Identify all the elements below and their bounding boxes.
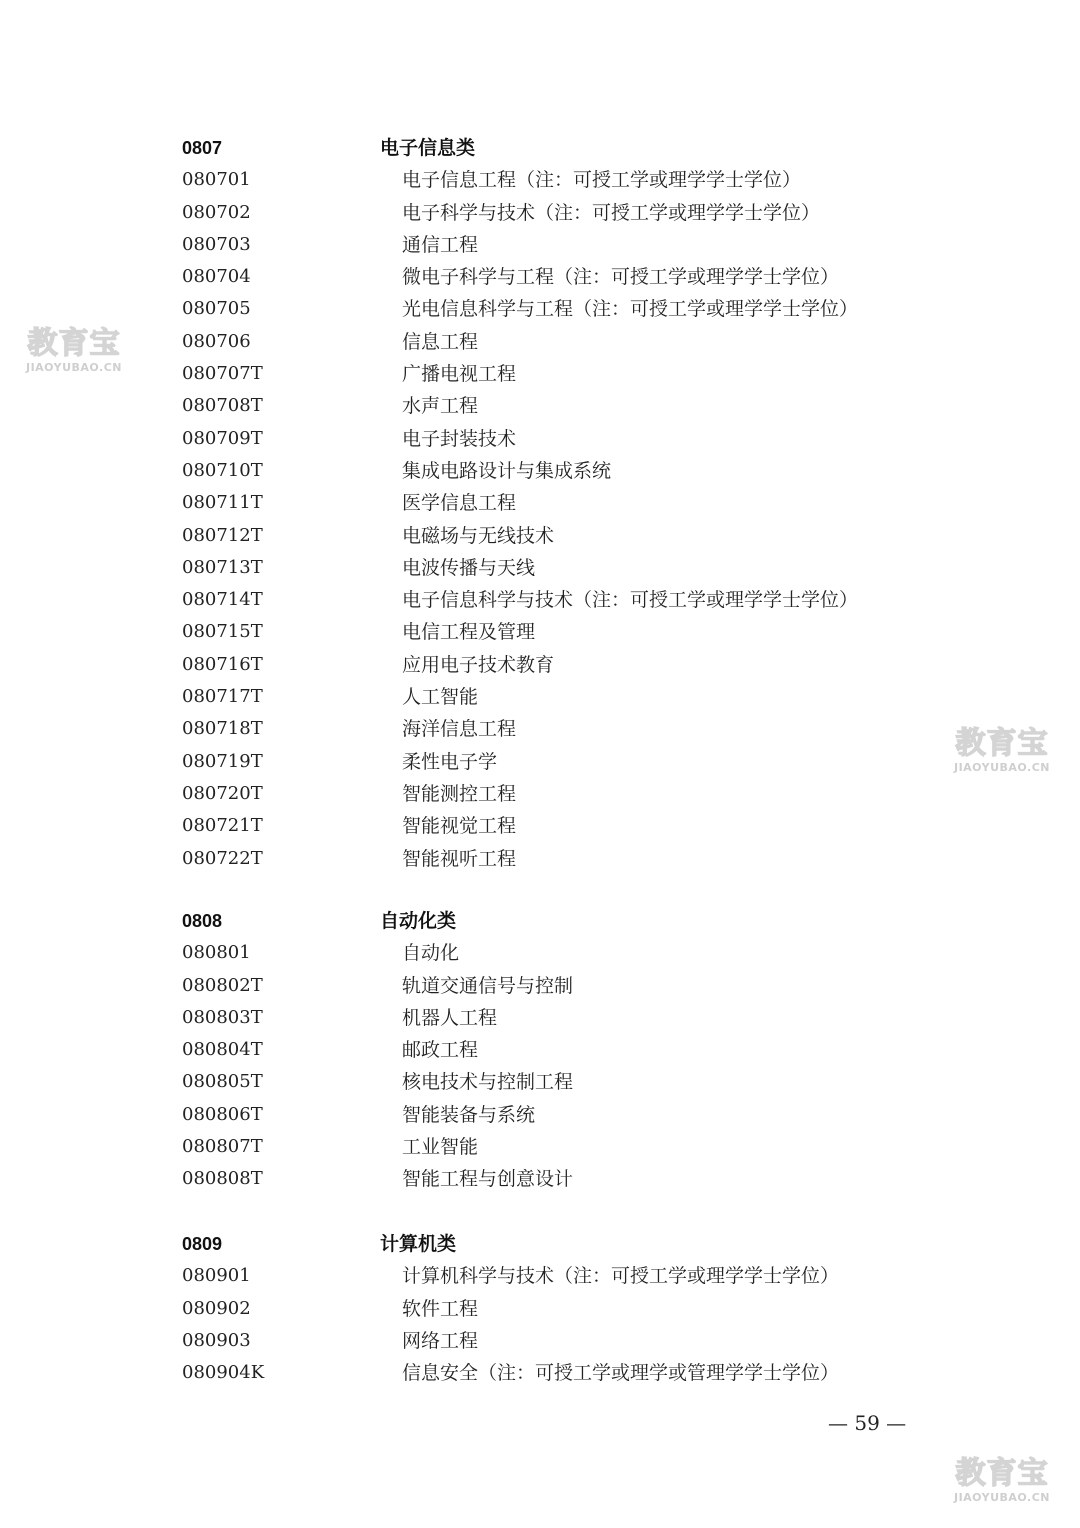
major-name: 电波传播与天线 [402, 556, 536, 579]
major-row [0, 487, 1080, 519]
major-row [0, 293, 1080, 325]
category-code: 0807 [182, 138, 223, 158]
major-code: 080803T [182, 1006, 263, 1028]
major-row [0, 1163, 1080, 1195]
major-name: 自动化 [402, 942, 460, 965]
category-group-0807 [0, 132, 1080, 875]
category-title: 电子信息类 [380, 137, 476, 159]
major-name: 电磁场与无线技术 [402, 524, 555, 547]
major-code: 080802T [182, 974, 263, 996]
major-row [0, 1131, 1080, 1163]
major-row [0, 552, 1080, 584]
major-name: 广播电视工程 [402, 363, 517, 386]
major-name: 水声工程 [402, 395, 479, 418]
major-name: 集成电路设计与集成系统 [402, 459, 612, 482]
major-name: 微电子科学与工程（注：可授工学或理学学士学位） [402, 266, 840, 289]
watermark-title: 教育宝 [955, 1456, 1049, 1491]
major-name: 电子封装技术 [402, 427, 517, 450]
major-code: 080717T [182, 686, 263, 708]
major-row [0, 423, 1080, 455]
major-row [0, 810, 1080, 842]
category-title: 计算机类 [380, 1233, 457, 1255]
major-code: 080711T [182, 492, 263, 514]
major-name: 邮政工程 [402, 1039, 479, 1062]
watermark-subtitle: JIAOYUBAO.CN [953, 761, 1051, 774]
major-code: 080806T [182, 1103, 263, 1125]
watermark-logo [946, 726, 1058, 774]
major-name: 轨道交通信号与控制 [402, 974, 574, 997]
major-code: 080722T [182, 847, 263, 869]
major-code: 080705 [182, 298, 251, 320]
major-row [0, 681, 1080, 713]
major-name: 信息安全（注：可授工学或理学或管理学学士学位） [402, 1362, 840, 1385]
major-code: 080808T [182, 1168, 263, 1190]
category-title: 自动化类 [380, 910, 457, 932]
major-code: 080701 [182, 169, 251, 191]
major-code: 080706 [182, 330, 251, 352]
major-row [0, 778, 1080, 810]
major-code: 080714T [182, 589, 263, 611]
major-code: 080708T [182, 395, 263, 417]
category-code: 0809 [182, 1234, 223, 1254]
watermark-logo [18, 326, 130, 374]
major-code: 080712T [182, 524, 263, 546]
major-name: 应用电子技术教育 [402, 653, 555, 676]
major-row [0, 390, 1080, 422]
major-code: 080720T [182, 782, 263, 804]
major-name: 信息工程 [402, 330, 479, 353]
major-row [0, 1357, 1080, 1389]
major-row [0, 616, 1080, 648]
major-row [0, 1099, 1080, 1131]
major-code: 080709T [182, 427, 263, 449]
major-row [0, 229, 1080, 261]
watermark-title: 教育宝 [955, 726, 1049, 761]
major-code: 080719T [182, 750, 263, 772]
major-code: 080703 [182, 233, 251, 255]
watermark-subtitle: JIAOYUBAO.CN [25, 361, 123, 374]
major-code: 080710T [182, 459, 263, 481]
major-name: 智能视觉工程 [402, 815, 517, 838]
major-row [0, 970, 1080, 1002]
major-row [0, 843, 1080, 875]
major-name: 电子信息工程（注：可授工学或理学学士学位） [402, 169, 802, 192]
major-name: 机器人工程 [402, 1006, 498, 1029]
major-row [0, 713, 1080, 745]
major-name: 计算机科学与技术（注：可授工学或理学学士学位） [402, 1265, 840, 1288]
category-group-0809 [0, 1228, 1080, 1389]
major-code: 080805T [182, 1071, 263, 1093]
major-name: 工业智能 [402, 1136, 479, 1159]
major-code: 080804T [182, 1039, 263, 1061]
category-heading [0, 905, 1080, 937]
major-name: 电信工程及管理 [402, 621, 536, 644]
major-row [0, 1034, 1080, 1066]
major-name: 核电技术与控制工程 [402, 1071, 574, 1094]
major-row [0, 261, 1080, 293]
major-code: 080904K [182, 1362, 265, 1384]
major-row [0, 1260, 1080, 1292]
page-number: — 59 — [828, 1411, 907, 1435]
major-row [0, 1293, 1080, 1325]
major-code: 080721T [182, 815, 263, 837]
major-code: 080718T [182, 718, 263, 740]
major-name: 软件工程 [402, 1297, 479, 1320]
major-name: 智能工程与创意设计 [402, 1168, 574, 1191]
major-code: 080801 [182, 942, 251, 964]
major-row [0, 358, 1080, 390]
major-row [0, 455, 1080, 487]
major-code: 080902 [182, 1297, 251, 1319]
watermark-subtitle: JIAOYUBAO.CN [953, 1491, 1051, 1504]
major-row [0, 584, 1080, 616]
major-code: 080704 [182, 266, 251, 288]
watermark-logo [946, 1456, 1058, 1504]
category-heading [0, 1228, 1080, 1260]
major-row [0, 649, 1080, 681]
major-name: 电子信息科学与技术（注：可授工学或理学学士学位） [402, 589, 859, 612]
major-row [0, 1066, 1080, 1098]
major-row [0, 1325, 1080, 1357]
major-name: 智能视听工程 [402, 847, 517, 870]
major-name: 人工智能 [402, 686, 479, 709]
major-row [0, 326, 1080, 358]
major-name: 医学信息工程 [402, 492, 517, 515]
major-row [0, 1002, 1080, 1034]
major-row [0, 164, 1080, 196]
major-name: 海洋信息工程 [402, 718, 517, 741]
major-row [0, 937, 1080, 969]
major-code: 080713T [182, 556, 263, 578]
major-code: 080707T [182, 363, 263, 385]
major-code: 080901 [182, 1265, 251, 1287]
major-row [0, 746, 1080, 778]
major-code: 080702 [182, 201, 251, 223]
major-code: 080903 [182, 1329, 251, 1351]
major-name: 光电信息科学与工程（注：可授工学或理学学士学位） [402, 298, 859, 321]
major-name: 智能装备与系统 [402, 1103, 536, 1126]
category-group-0808 [0, 905, 1080, 1196]
major-name: 柔性电子学 [402, 750, 498, 773]
major-row [0, 197, 1080, 229]
major-name: 智能测控工程 [402, 782, 517, 805]
category-code: 0808 [182, 911, 223, 931]
major-row [0, 520, 1080, 552]
major-name: 通信工程 [402, 233, 479, 256]
major-name: 电子科学与技术（注：可授工学或理学学士学位） [402, 201, 821, 224]
major-code: 080716T [182, 653, 263, 675]
category-heading [0, 132, 1080, 164]
major-code: 080715T [182, 621, 263, 643]
major-name: 网络工程 [402, 1329, 479, 1352]
watermark-title: 教育宝 [27, 326, 121, 361]
major-code: 080807T [182, 1136, 263, 1158]
